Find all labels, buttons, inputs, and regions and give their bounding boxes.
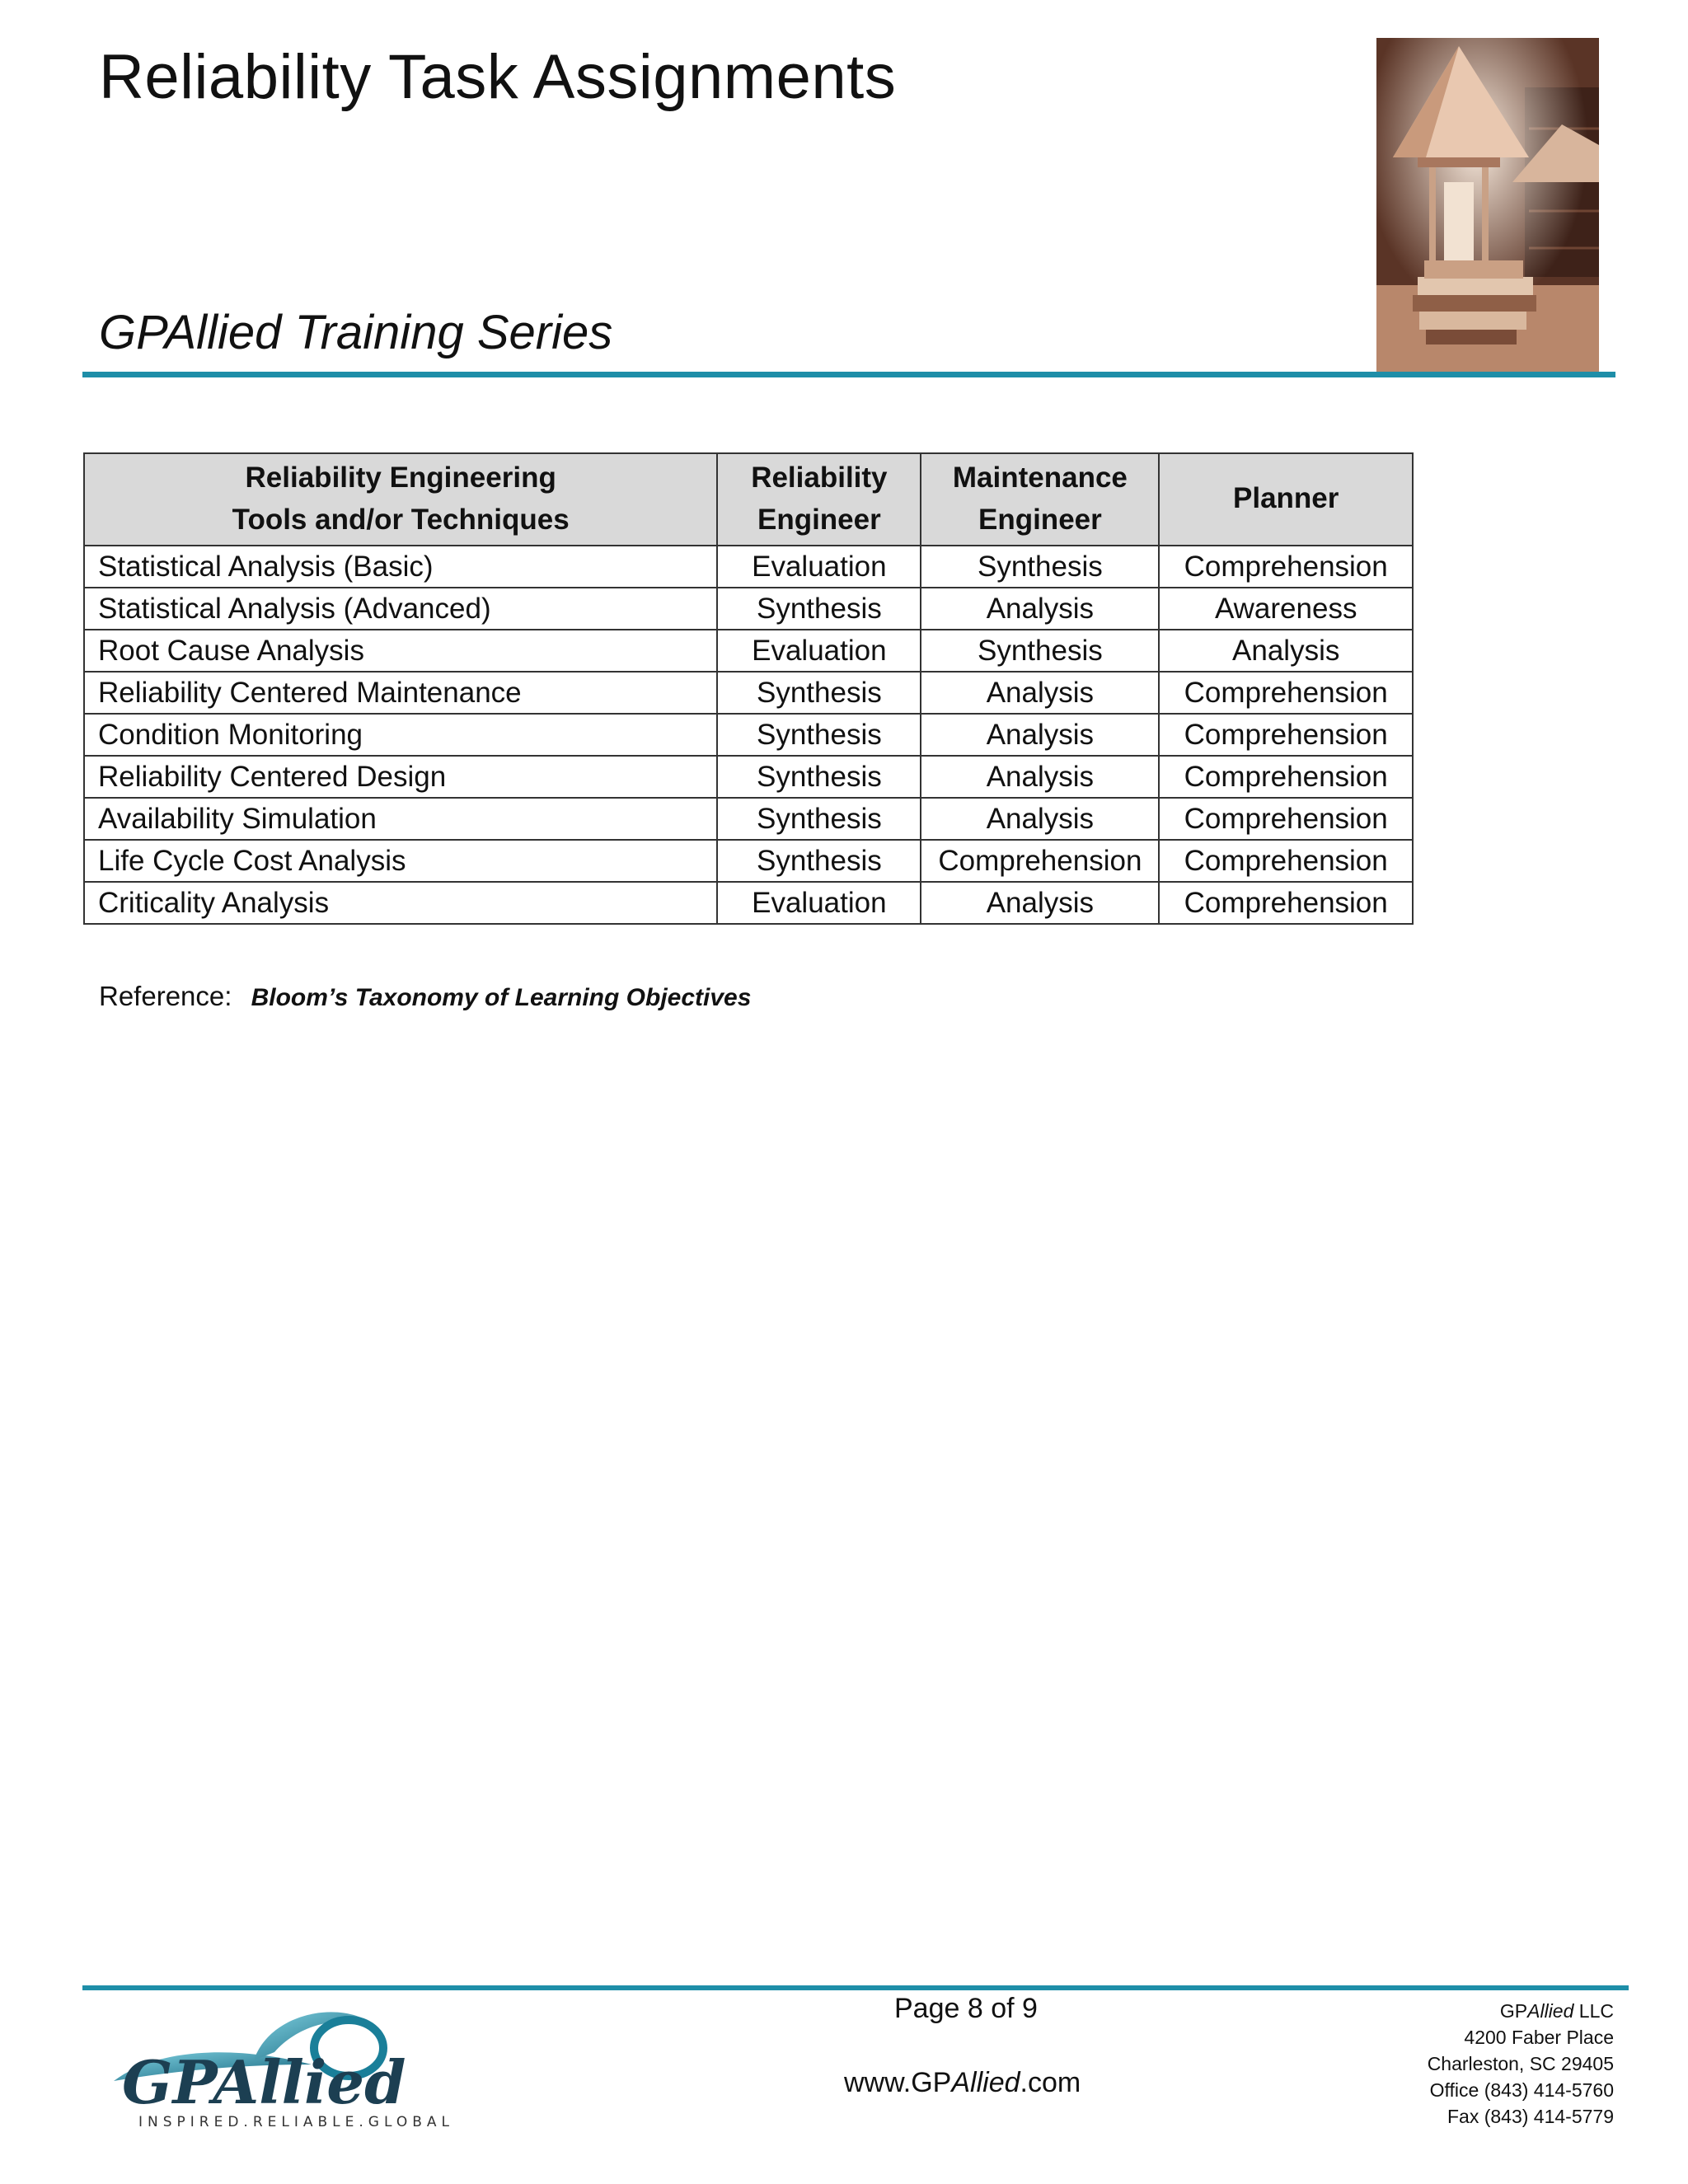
table-row bbox=[84, 840, 1413, 882]
table-row bbox=[84, 714, 1413, 756]
office-phone: Office (843) 414-5760 bbox=[1429, 2079, 1614, 2101]
tool-cell: Life Cycle Cost Analysis bbox=[84, 840, 717, 882]
planner-cell: Awareness bbox=[1159, 588, 1413, 630]
header-planner: Planner bbox=[1159, 453, 1413, 546]
library-lamp-photo bbox=[1376, 38, 1599, 372]
table-row bbox=[84, 756, 1413, 798]
reliability-engineer-cell: Synthesis bbox=[717, 840, 921, 882]
reliability-engineer-cell: Evaluation bbox=[717, 630, 921, 672]
reference-label: Reference: bbox=[99, 981, 232, 1011]
header-divider bbox=[82, 372, 1615, 377]
page-subtitle: GPAllied Training Series bbox=[99, 306, 613, 359]
table-row bbox=[84, 672, 1413, 714]
tool-cell: Statistical Analysis (Advanced) bbox=[84, 588, 717, 630]
reliability-engineer-cell: Synthesis bbox=[717, 672, 921, 714]
reliability-engineer-cell: Synthesis bbox=[717, 756, 921, 798]
table-row bbox=[84, 630, 1413, 672]
maintenance-engineer-cell: Analysis bbox=[921, 714, 1159, 756]
tool-cell: Criticality Analysis bbox=[84, 882, 717, 924]
planner-cell: Comprehension bbox=[1159, 882, 1413, 924]
tool-cell: Root Cause Analysis bbox=[84, 630, 717, 672]
reliability-engineer-cell: Evaluation bbox=[717, 882, 921, 924]
logo-wordmark: GPAllied bbox=[122, 2047, 406, 2117]
gpallied-logo bbox=[106, 2003, 493, 2135]
tool-cell: Reliability Centered Maintenance bbox=[84, 672, 717, 714]
reliability-engineer-cell: Synthesis bbox=[717, 714, 921, 756]
maintenance-engineer-cell: Synthesis bbox=[921, 546, 1159, 588]
table-header-row bbox=[84, 453, 1413, 546]
address-city: Charleston, SC 29405 bbox=[1427, 2053, 1614, 2074]
reliability-engineer-cell: Evaluation bbox=[717, 546, 921, 588]
planner-cell: Analysis bbox=[1159, 630, 1413, 672]
planner-cell: Comprehension bbox=[1159, 546, 1413, 588]
company-name: GPAllied LLC bbox=[1499, 2000, 1614, 2022]
maintenance-engineer-cell: Analysis bbox=[921, 756, 1159, 798]
maintenance-engineer-cell: Synthesis bbox=[921, 630, 1159, 672]
reliability-engineer-cell: Synthesis bbox=[717, 798, 921, 840]
reliability-engineer-cell: Synthesis bbox=[717, 588, 921, 630]
reference-title: Bloom’s Taxonomy of Learning Objectives bbox=[251, 984, 752, 1011]
header-tools: Reliability Engineering Tools and/or Techniques bbox=[84, 453, 717, 546]
maintenance-engineer-cell: Analysis bbox=[921, 672, 1159, 714]
planner-cell: Comprehension bbox=[1159, 714, 1413, 756]
tool-cell: Reliability Centered Design bbox=[84, 756, 717, 798]
footer-divider bbox=[82, 1985, 1629, 1990]
planner-cell: Comprehension bbox=[1159, 672, 1413, 714]
maintenance-engineer-cell: Analysis bbox=[921, 798, 1159, 840]
page-number: Page 8 of 9 bbox=[894, 1993, 1038, 2024]
header-maintenance-engineer: Maintenance Engineer bbox=[921, 453, 1159, 546]
tool-cell: Statistical Analysis (Basic) bbox=[84, 546, 717, 588]
maintenance-engineer-cell: Comprehension bbox=[921, 840, 1159, 882]
task-assignment-table bbox=[83, 452, 1414, 925]
tool-cell: Condition Monitoring bbox=[84, 714, 717, 756]
table-row bbox=[84, 546, 1413, 588]
company-address-block bbox=[1428, 1998, 1614, 2130]
reference-note bbox=[99, 981, 751, 1012]
website-link[interactable]: www.GPAllied.com bbox=[844, 2067, 1081, 2098]
logo-tagline: INSPIRED.RELIABLE.GLOBAL bbox=[138, 2114, 454, 2130]
fax-phone: Fax (843) 414-5779 bbox=[1447, 2106, 1614, 2127]
table-row bbox=[84, 882, 1413, 924]
header-reliability-engineer: Reliability Engineer bbox=[717, 453, 921, 546]
planner-cell: Comprehension bbox=[1159, 840, 1413, 882]
planner-cell: Comprehension bbox=[1159, 756, 1413, 798]
table-row bbox=[84, 798, 1413, 840]
maintenance-engineer-cell: Analysis bbox=[921, 882, 1159, 924]
table-row bbox=[84, 588, 1413, 630]
planner-cell: Comprehension bbox=[1159, 798, 1413, 840]
maintenance-engineer-cell: Analysis bbox=[921, 588, 1159, 630]
address-street: 4200 Faber Place bbox=[1464, 2027, 1614, 2048]
page-title: Reliability Task Assignments bbox=[99, 42, 897, 112]
tool-cell: Availability Simulation bbox=[84, 798, 717, 840]
